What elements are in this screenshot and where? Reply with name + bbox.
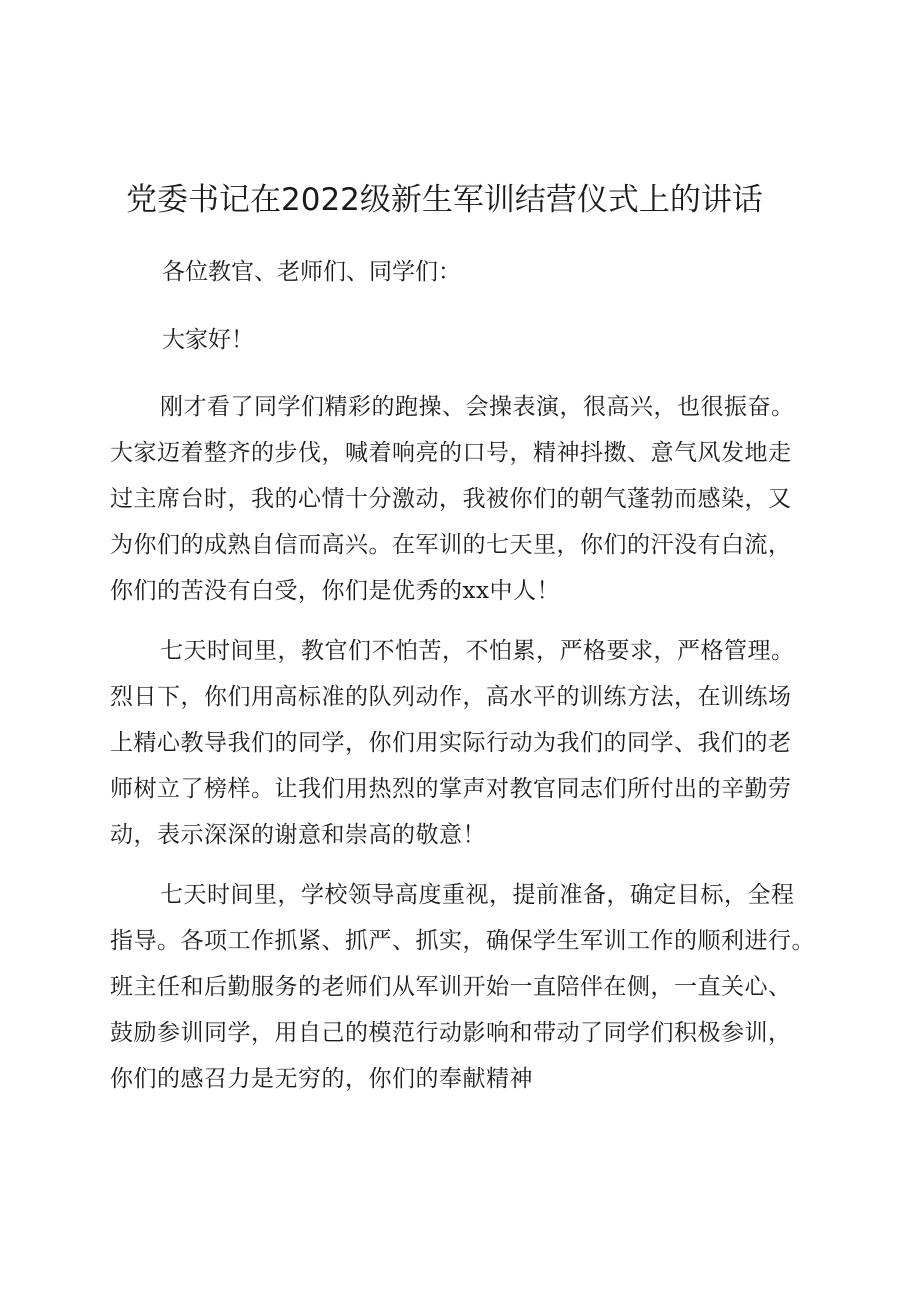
paragraph-line: 动，表示深深的谢意和崇高的敬意！ [110, 822, 486, 848]
paragraph-line: 指导。各项工作抓紧、抓严、抓实，确保学生军训工作的顺利进行。 [110, 928, 815, 954]
paragraph-1 [110, 384, 810, 614]
paragraph-2 [110, 628, 810, 858]
paragraph-line: 大家迈着整齐的步伐，喊着响亮的口号，精神抖擞、意气风发地走 [110, 440, 792, 466]
salutation: 各位教官、老师们、同学们： [162, 259, 461, 285]
paragraph-line: 七天时间里，学校领导高度重视，提前准备，确定目标，全程 [160, 882, 795, 908]
paragraph-line: 过主席台时，我的心情十分激动，我被你们的朝气蓬勃而感染，又 [110, 486, 792, 512]
paragraph-line: 你们的感召力是无穷的，你们的奉献精神 [110, 1066, 533, 1092]
paragraph-line: 师树立了榜样。让我们用热烈的掌声对教官同志们所付出的辛勤劳 [110, 776, 792, 802]
paragraph-line: 你们的苦没有白受，你们是优秀的xx中人！ [110, 578, 560, 604]
document-title: 党委书记在2022级新生军训结营仪式上的讲话 [126, 182, 763, 218]
paragraph-line: 为你们的成熟自信而高兴。在军训的七天里，你们的汗没有白流， [110, 532, 792, 558]
paragraph-line: 烈日下，你们用高标准的队列动作，高水平的训练方法，在训练场 [110, 684, 792, 710]
paragraph-3 [110, 872, 815, 1102]
paragraph-line: 上精心教导我们的同学，你们用实际行动为我们的同学、我们的老 [110, 730, 792, 756]
paragraph-line: 刚才看了同学们精彩的跑操、会操表演，很高兴，也很振奋。 [160, 394, 795, 420]
paragraph-line: 鼓励参训同学，用自己的模范行动影响和带动了同学们积极参训， [110, 1020, 792, 1046]
paragraph-line: 班主任和后勤服务的老师们从军训开始一直陪伴在侧，一直关心、 [110, 974, 792, 1000]
greeting: 大家好！ [162, 327, 254, 353]
paragraph-line: 七天时间里，教官们不怕苦，不怕累，严格要求，严格管理。 [160, 638, 795, 664]
